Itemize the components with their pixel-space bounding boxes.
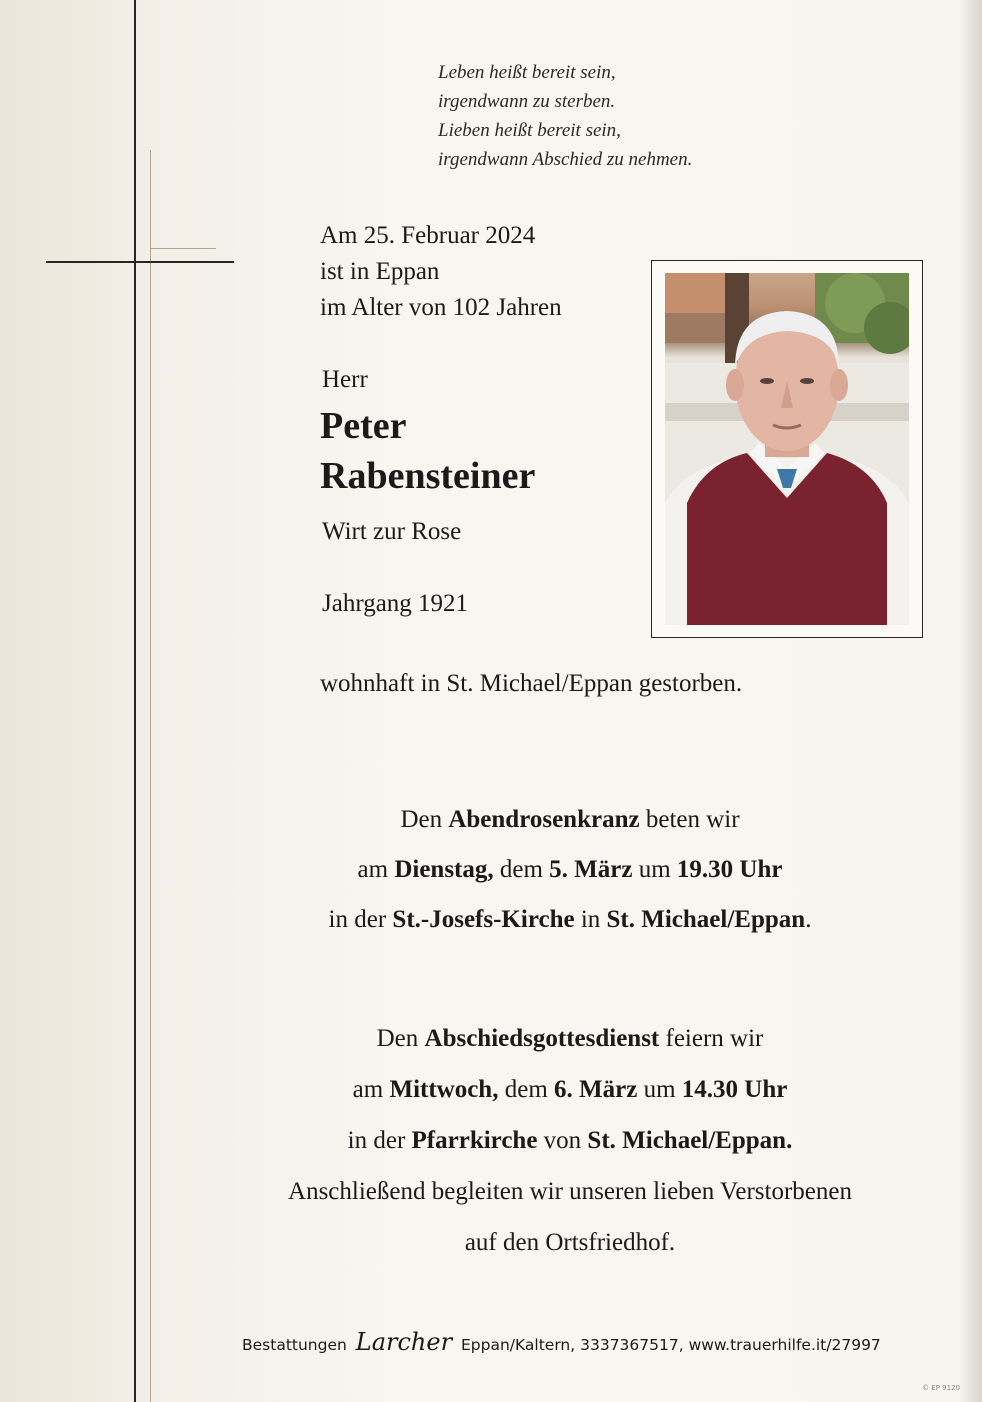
rosary-announcement (180, 795, 960, 945)
funeral-home-logo: Larcher (355, 1328, 453, 1356)
rosary-line-3: in der St.-Josefs-Kirche in St. Michael/Eppan. (328, 906, 812, 933)
cross-horizontal-accent-line (150, 248, 216, 249)
portrait-frame (651, 260, 923, 638)
age-at-death: im Alter von 102 Jahren (320, 294, 562, 321)
cross-horizontal-line (46, 261, 234, 263)
portrait-illustration (665, 273, 909, 625)
funeral-mass-announcement (180, 1013, 960, 1268)
mass-line-1: Den Abschiedsgottesdienst feiern wir (376, 1025, 764, 1052)
occupation: Wirt zur Rose (322, 518, 462, 545)
mass-line-3: in der Pfarrkirche von St. Michael/Eppan. (347, 1127, 793, 1154)
portrait-photo (665, 273, 909, 625)
footer-prefix: Bestattungen (242, 1336, 347, 1354)
quote-line: irgendwann zu sterben. (438, 91, 616, 112)
last-name: Rabensteiner (320, 455, 536, 497)
funeral-home-footer (242, 1328, 881, 1356)
birth-year: Jahrgang 1921 (322, 590, 469, 617)
mass-line-4: Anschließend begleiten wir unseren lieben Verstorbenen (288, 1178, 852, 1205)
mass-line-2: am Mittwoch, dem 6. März um 14.30 Uhr (352, 1076, 788, 1103)
death-announcement (320, 218, 562, 326)
print-code: © EP 9120 (922, 1384, 960, 1392)
salutation: Herr (322, 366, 368, 393)
rosary-line-2: am Dienstag, dem 5. März um 19.30 Uhr (357, 856, 783, 883)
residence: wohnhaft in St. Michael/Eppan gestorben. (320, 670, 743, 697)
quote-line: Lieben heißt bereit sein, (438, 120, 621, 141)
death-date: Am 25. Februar 2024 (320, 222, 536, 249)
footer-contact: Eppan/Kaltern, 3337367517, www.trauerhilfe.it/27997 (461, 1336, 881, 1354)
cross-vertical-line (134, 0, 136, 1402)
quote-line: irgendwann Abschied zu nehmen. (438, 149, 693, 170)
memorial-quote (438, 58, 858, 174)
rosary-line-1: Den Abendrosenkranz beten wir (400, 806, 740, 833)
cross-vertical-accent-line (150, 150, 151, 1402)
mass-line-5: auf den Ortsfriedhof. (464, 1229, 676, 1256)
first-name: Peter (320, 405, 407, 447)
paper-edge-shadow (960, 0, 982, 1402)
quote-line: Leben heißt bereit sein, (438, 62, 616, 83)
death-place: ist in Eppan (320, 258, 440, 285)
